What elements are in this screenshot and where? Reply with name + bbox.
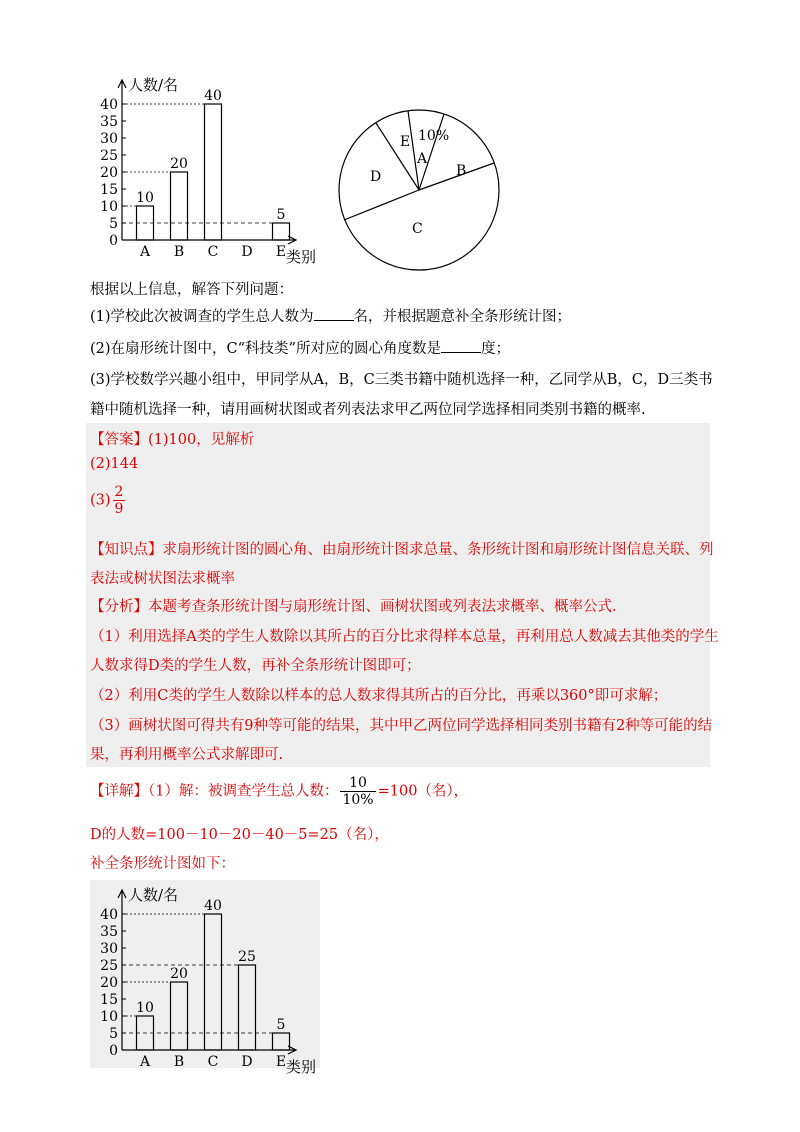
- bar: [171, 172, 188, 240]
- y-axis-label: 人数/名: [128, 76, 179, 94]
- data-label: 5: [276, 1017, 286, 1033]
- y-tick-label: 0: [109, 1043, 118, 1059]
- y-tick-label: 25: [100, 148, 118, 164]
- q1-text-a: (1)学校此次被调查的学生总人数为: [90, 309, 314, 325]
- y-tick-label: 15: [100, 182, 118, 198]
- detail-tag: 【详解】: [90, 783, 148, 800]
- y-tick-label: 35: [100, 114, 118, 130]
- y-tick-label: 0: [109, 233, 118, 249]
- bar: [205, 104, 222, 240]
- y-tick-label: 20: [100, 165, 118, 181]
- pie-label-e: E: [400, 134, 411, 150]
- x-tick-label: B: [173, 1054, 185, 1070]
- q2-text-b: 度；: [480, 341, 510, 357]
- data-label: 5: [276, 207, 286, 223]
- y-tick-label: 35: [100, 924, 118, 940]
- data-label: 40: [204, 898, 222, 914]
- y-tick-label: 30: [100, 131, 118, 147]
- bar-chart-2: [86, 880, 326, 1075]
- answer-3-denominator: 9: [114, 501, 124, 517]
- answer-1: [90, 428, 254, 449]
- detail-line1: [90, 775, 468, 808]
- analysis-line3: 人数求得D类的学生人数，再补全条形统计图即可；: [90, 658, 421, 674]
- analysis-tag: 【分析】: [90, 599, 148, 615]
- q2-text-a: (2)在扇形统计图中，C“科技类”所对应的圆心角度数是: [90, 341, 441, 357]
- q1-blank: [314, 306, 354, 321]
- analysis-line1: [90, 595, 617, 616]
- data-label: 20: [170, 966, 188, 982]
- x-tick-label: B: [173, 244, 185, 260]
- question-1: [90, 305, 571, 326]
- y-tick-label: 5: [109, 1026, 118, 1042]
- answer-3: [90, 484, 127, 517]
- pie-label-c: C: [412, 221, 423, 237]
- knowledge-line1: [90, 538, 714, 559]
- data-label: 10: [136, 1000, 154, 1016]
- y-tick-label: 40: [100, 97, 118, 113]
- analysis-line5: （3）画树状图可得共有9种等可能的结果，其中甲乙两位同学选择相同类别书籍有2种等可能的结: [90, 718, 713, 734]
- data-label: 40: [204, 88, 222, 104]
- detail-text-1b: =100（名），: [377, 783, 469, 800]
- y-tick-label: 10: [100, 199, 118, 215]
- y-tick-label: 10: [100, 1009, 118, 1025]
- detail-line3: 补全条形统计图如下：: [90, 856, 235, 872]
- analysis-line6: 果，再利用概率公式求解即可.: [90, 747, 284, 763]
- pie-label-b: B: [456, 163, 467, 179]
- detail-line2: D的人数=100－10－20－40－5=25（名），: [90, 827, 389, 843]
- y-tick-label: 30: [100, 941, 118, 957]
- knowledge-text-1: 求扇形统计图的圆心角、由扇形统计图求总量、条形统计图和扇形统计图信息关联、列: [162, 542, 714, 558]
- knowledge-line2: 表法或树状图法求概率: [90, 571, 235, 587]
- x-tick-label: A: [139, 1054, 151, 1070]
- q1-text-b: 名，并根据题意补全条形统计图；: [353, 309, 572, 325]
- x-tick-label: E: [275, 1054, 287, 1070]
- bar: [239, 965, 256, 1050]
- bar: [205, 914, 222, 1050]
- y-tick-label: 25: [100, 958, 118, 974]
- question-intro: 根据以上信息，解答下列问题：: [90, 282, 293, 298]
- bar-chart-1: [86, 70, 326, 270]
- answer-3-fraction: [113, 484, 126, 517]
- x-tick-label: A: [139, 244, 151, 260]
- pie-label-a-percent: 10%: [418, 128, 450, 144]
- question-3-line1: (3)学校数学兴趣小组中，甲同学从A，B，C三类书籍中随机选择一种，乙同学从B，C，D三类书: [90, 372, 713, 388]
- pie-chart: [336, 108, 506, 273]
- pie-label-a: A: [417, 151, 428, 167]
- x-tick-label: C: [207, 244, 219, 260]
- pie-label-d: D: [370, 169, 382, 185]
- y-tick-label: 15: [100, 992, 118, 1008]
- y-tick-label: 40: [100, 907, 118, 923]
- knowledge-tag: 【知识点】: [90, 542, 163, 558]
- answer-3-prefix: (3): [90, 492, 111, 509]
- x-axis-label: 类别: [286, 1058, 317, 1075]
- x-tick-label: E: [275, 244, 287, 260]
- analysis-line4: （2）利用C类的学生人数除以样本的总人数求得其所占的百分比，再乘以360°即可求解；: [90, 688, 668, 704]
- question-2: [90, 337, 510, 358]
- data-label: 10: [136, 190, 154, 206]
- question-3-line2: 籍中随机选择一种，请用画树状图或者列表法求甲乙两位同学选择相同类别书籍的概率.: [90, 402, 646, 418]
- q2-blank: [441, 338, 481, 353]
- y-tick-label: 5: [109, 216, 118, 232]
- answer-2: (2)144: [90, 456, 139, 472]
- data-label: 25: [238, 949, 256, 965]
- x-tick-label: C: [207, 1054, 219, 1070]
- detail-numerator: 10: [340, 775, 375, 792]
- x-tick-label: D: [241, 1054, 253, 1070]
- answer-tag: 【答案】: [90, 432, 148, 448]
- bar: [273, 223, 290, 240]
- detail-denominator: 10%: [342, 792, 374, 808]
- detail-text-1a: （1）解：被调查学生总人数：: [148, 783, 339, 800]
- bar: [273, 1033, 290, 1050]
- detail-fraction: [340, 775, 375, 808]
- y-axis-label: 人数/名: [128, 886, 179, 904]
- bar: [171, 982, 188, 1050]
- answer-3-numerator: 2: [114, 484, 124, 500]
- data-label: 20: [170, 156, 188, 172]
- x-axis-label: 类别: [286, 248, 317, 266]
- analysis-line2: （1）利用选择A类的学生人数除以其所占的百分比求得样本总量，再利用总人数减去其他类的学生: [90, 629, 719, 645]
- y-tick-label: 20: [100, 975, 118, 991]
- analysis-text-1: 本题考查条形统计图与扇形统计图、画树状图或列表法求概率、概率公式.: [148, 599, 617, 615]
- answer-1-text: (1)100，见解析: [148, 432, 255, 448]
- x-tick-label: D: [241, 244, 253, 260]
